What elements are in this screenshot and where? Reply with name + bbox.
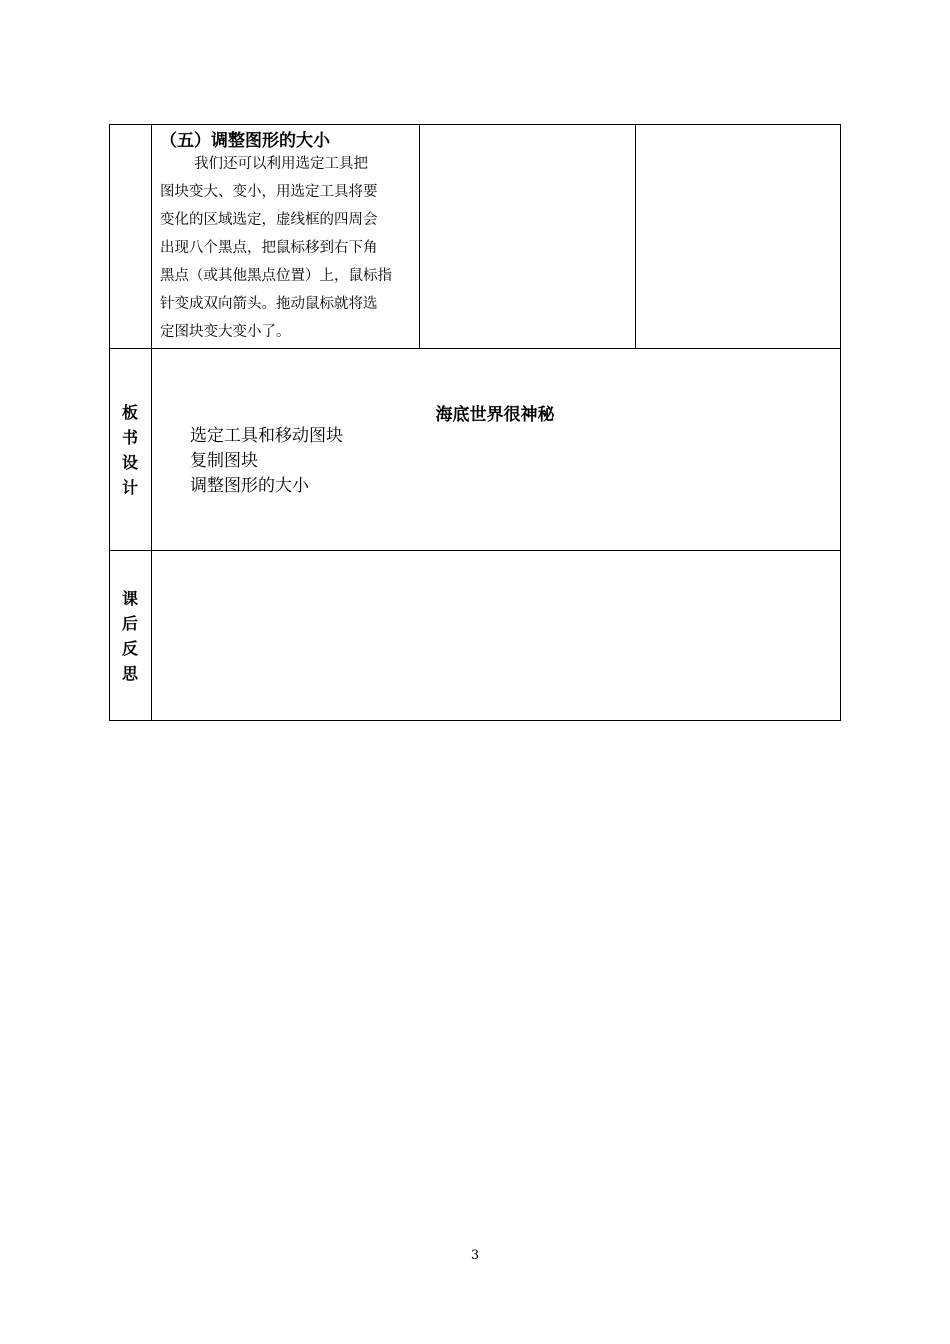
section-heading: （五）调整图形的大小 xyxy=(160,131,330,151)
section-line: 出现八个黑点，把鼠标移到右下角 xyxy=(160,240,378,256)
board-item: 复制图块 xyxy=(190,451,258,471)
section-line: 定图块变大变小了。 xyxy=(160,324,291,340)
row-divider-2 xyxy=(109,550,841,551)
row-divider-1 xyxy=(109,348,841,349)
board-item: 选定工具和移动图块 xyxy=(190,426,343,446)
section-line: 黑点（或其他黑点位置）上，鼠标指 xyxy=(160,268,392,284)
board-item: 调整图形的大小 xyxy=(190,476,309,496)
section-line: 针变成双向箭头。拖动鼠标就将选 xyxy=(160,296,378,312)
top-row-divider-2 xyxy=(635,124,636,349)
section-line: 变化的区域选定，虚线框的四周会 xyxy=(160,212,378,228)
top-row-divider-1 xyxy=(419,124,420,349)
reflection-label: 课 后 反 思 xyxy=(121,589,138,683)
board-title: 海底世界很神秘 xyxy=(435,405,555,425)
page-number: 3 xyxy=(470,1248,480,1263)
board-design-label: 板 书 设 计 xyxy=(121,403,138,497)
section-line: 图块变大、变小，用选定工具将要 xyxy=(160,184,378,200)
section-line: 我们还可以利用选定工具把 xyxy=(194,156,368,172)
